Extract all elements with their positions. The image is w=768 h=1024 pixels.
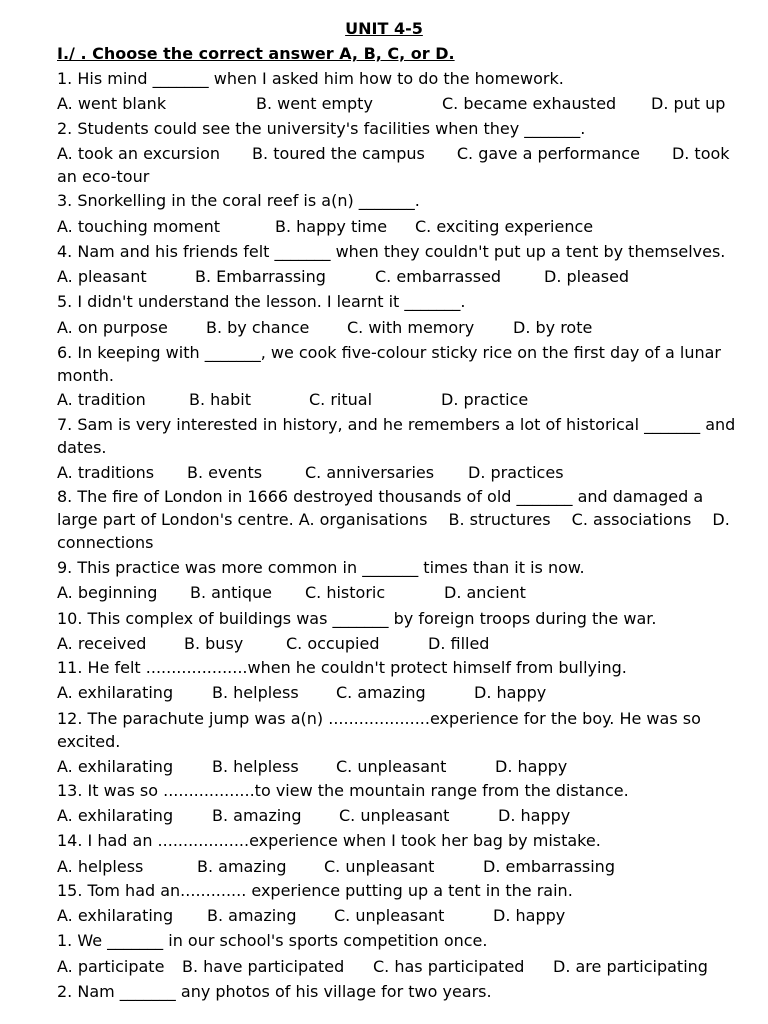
option-b: B. amazing (212, 806, 302, 825)
option-b: B. amazing (207, 906, 297, 925)
option-b: B. have participated (182, 957, 345, 976)
option-b: B. by chance (206, 318, 310, 337)
option-a: A. exhilarating (57, 683, 174, 702)
option-c: C. ritual (309, 390, 373, 409)
option-d: D. happy (474, 683, 547, 702)
option-b: B. helpless (212, 683, 299, 702)
option-d: D. embarrassing (483, 857, 615, 876)
question-stem: 6. In keeping with _______, we cook five-colour sticky rice on the first day of a lunar month. (57, 343, 721, 385)
option-d: D. filled (428, 634, 490, 653)
option-d: D. put up (651, 94, 726, 113)
option-a: A. pleasant (57, 267, 147, 286)
question-stem: 15. Tom had an............. experience putting up a tent in the rain. (57, 881, 573, 900)
option-b: B. helpless (212, 757, 299, 776)
option-c: C. historic (305, 583, 386, 602)
option-b: B. events (187, 463, 263, 482)
question-stem: 10. This complex of buildings was _______ by foreign troops during the war. (57, 609, 657, 628)
question-stem: 12. The parachute jump was a(n) ....................experience for the boy. He was so excited. (57, 709, 701, 751)
option-d: D. are participating (553, 957, 708, 976)
option-c: C. has participated (373, 957, 525, 976)
option-c: C. unpleasant (339, 806, 450, 825)
question-stem: 3. Snorkelling in the coral reef is a(n) _______. (57, 191, 420, 210)
question-stem: 14. I had an ..................experience when I took her bag by mistake. (57, 831, 601, 850)
option-a: A. tradition (57, 390, 146, 409)
option-c: C. unpleasant (334, 906, 445, 925)
option-a: A. participate (57, 957, 165, 976)
question-stem: 11. He felt ....................when he couldn't protect himself from bullying. (57, 658, 627, 677)
option-c: C. exciting experience (415, 217, 594, 236)
section-heading: I./ . Choose the correct answer A, B, C, or D. (57, 44, 455, 63)
option-a: A. exhilarating (57, 806, 174, 825)
option-c: C. embarrassed (375, 267, 502, 286)
question-stem: 1. We _______ in our school's sports competition once. (57, 931, 488, 950)
question-stem: 13. It was so ..................to view the mountain range from the distance. (57, 781, 629, 800)
option-c: C. anniversaries (305, 463, 435, 482)
option-b: B. happy time (275, 217, 388, 236)
option-c: C. amazing (336, 683, 426, 702)
option-a: A. exhilarating (57, 757, 174, 776)
option-a: A. exhilarating (57, 906, 174, 925)
option-d: D. by rote (513, 318, 593, 337)
option-b: B. busy (184, 634, 244, 653)
page-title: UNIT 4-5 (345, 19, 423, 38)
option-d: D. practices (468, 463, 564, 482)
answer-options: A. took an excursion B. toured the campus C. gave a performance D. took an eco-tour (57, 144, 730, 186)
option-b: B. went empty (256, 94, 373, 113)
option-a: A. went blank (57, 94, 167, 113)
option-a: A. beginning (57, 583, 158, 602)
option-b: B. habit (189, 390, 251, 409)
option-a: A. on purpose (57, 318, 168, 337)
option-d: D. happy (493, 906, 566, 925)
option-a: A. touching moment (57, 217, 221, 236)
question-stem: 4. Nam and his friends felt _______ when they couldn't put up a tent by themselves. (57, 242, 726, 261)
option-b: B. Embarrassing (195, 267, 326, 286)
question-stem: 1. His mind _______ when I asked him how to do the homework. (57, 69, 564, 88)
option-a: A. traditions (57, 463, 155, 482)
question-stem: 5. I didn't understand the lesson. I learnt it _______. (57, 292, 466, 311)
option-b: B. amazing (197, 857, 287, 876)
question-stem: 2. Students could see the university's facilities when they _______. (57, 119, 586, 138)
question-stem: 8. The fire of London in 1666 destroyed thousands of old _______ and damaged a large part of London's centre. A. organisations B. structures C. associations D. connections (57, 487, 730, 552)
option-c: C. unpleasant (324, 857, 435, 876)
option-c: C. with memory (347, 318, 475, 337)
question-stem: 2. Nam _______ any photos of his village for two years. (57, 982, 492, 1001)
option-c: C. unpleasant (336, 757, 447, 776)
option-d: D. happy (498, 806, 571, 825)
option-d: D. pleased (544, 267, 630, 286)
question-stem: 7. Sam is very interested in history, and he remembers a lot of historical _______ and dates. (57, 415, 736, 457)
question-stem: 9. This practice was more common in _______ times than it is now. (57, 558, 585, 577)
option-a: A. received (57, 634, 147, 653)
option-a: A. helpless (57, 857, 144, 876)
option-d: D. happy (495, 757, 568, 776)
option-c: C. became exhausted (442, 94, 617, 113)
option-d: D. ancient (444, 583, 526, 602)
option-b: B. antique (190, 583, 272, 602)
option-c: C. occupied (286, 634, 380, 653)
option-d: D. practice (441, 390, 529, 409)
